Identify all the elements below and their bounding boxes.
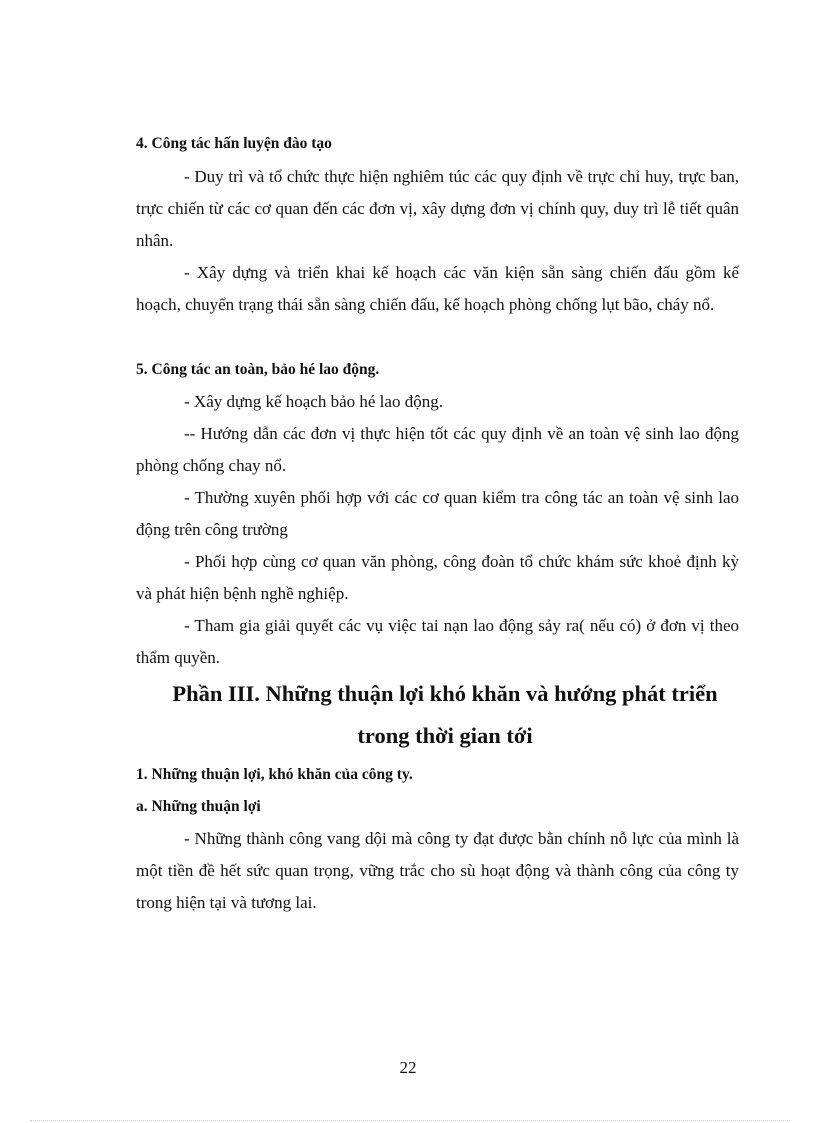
paragraph: - Duy trì và tổ chức thực hiện nghiêm túc các quy định về trực chỉ huy, trực ban, trực chiến từ các cơ quan đến các đơn vị, xây dựng đơn vị chính quy, duy trì lễ tiết quân nhân. bbox=[136, 167, 739, 250]
section-5-heading: 5. Công tác an toàn, bảo hé lao động. bbox=[136, 361, 380, 378]
paragraph: - Những thành công vang dội mà công ty đạt được bằn chính nỗ lực của mình là một tiền đề hết sức quan trọng, vững trắc cho sù hoạt động và thành công của công ty trong hiện tại và tương lai. bbox=[136, 829, 739, 912]
page-number: 22 bbox=[399, 1058, 417, 1077]
part-3-title-line-2: trong thời gian tới bbox=[357, 723, 533, 748]
paragraph: - Phối hợp cùng cơ quan văn phòng, công đoàn tổ chức khám sức khoẻ định kỳ và phát hiện bệnh nghề nghiệp. bbox=[136, 552, 739, 603]
paragraph: - Thường xuyên phối hợp với các cơ quan kiểm tra công tác an toàn vệ sinh lao động trên công trường bbox=[136, 488, 739, 539]
section-5-body bbox=[136, 386, 739, 674]
paragraph: - Xây dựng và triển khai kế hoạch các văn kiện sẵn sàng chiến đấu gồm kế hoạch, chuyển trạng thái sẵn sàng chiến đấu, kế hoạch phòng chống lụt bão, cháy nổ. bbox=[136, 263, 739, 314]
subsection-a-heading: a. Những thuận lợi bbox=[136, 798, 261, 815]
section-4-body bbox=[136, 161, 739, 321]
paragraph: - Tham gia giải quyết các vụ việc tai nạn lao động sảy ra( nếu có) ở đơn vị theo thẩm quyền. bbox=[136, 616, 739, 667]
page-bottom-divider bbox=[30, 1120, 790, 1121]
subsection-1-heading: 1. Những thuận lợi, khó khăn của công ty. bbox=[136, 766, 413, 783]
section-4-heading: 4. Công tác hấn luyện đào tạo bbox=[136, 135, 332, 152]
part-3-title-line-1: Phần III. Những thuận lợi khó khăn và hướng phát triển bbox=[172, 681, 718, 706]
paragraph: -- Hướng dẫn các đơn vị thực hiện tốt các quy định về an toàn vệ sinh lao động phòng chống chay nổ. bbox=[136, 424, 739, 475]
paragraph: - Xây dựng kế hoạch bảo hé lao động. bbox=[184, 392, 443, 411]
subsection-a-body bbox=[136, 823, 739, 919]
